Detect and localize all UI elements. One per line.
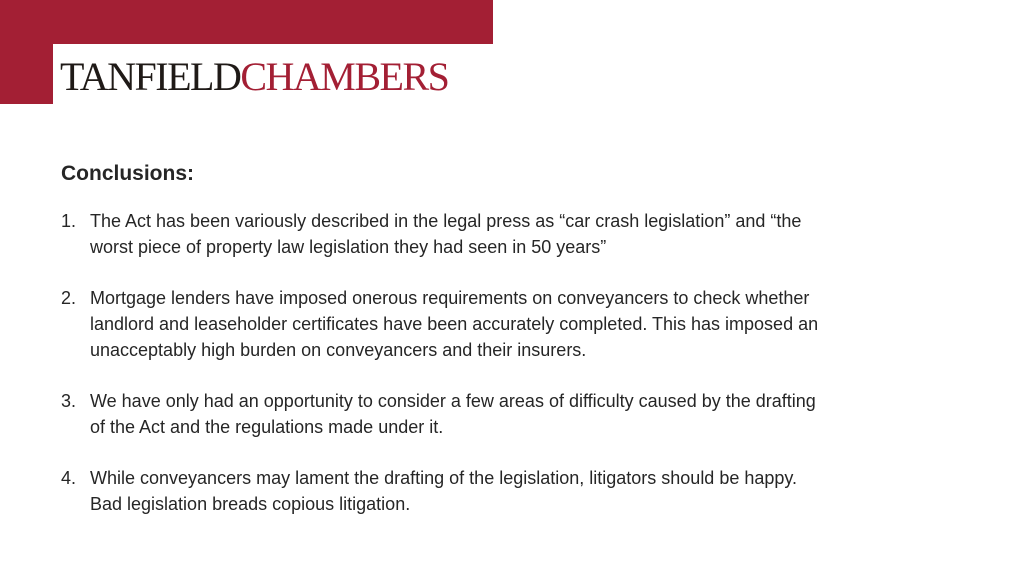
- logo-word-tanfield: TANFIELD: [60, 54, 241, 99]
- item-line: of the Act and the regulations made under it.: [90, 417, 444, 437]
- slide-heading: Conclusions:: [61, 162, 195, 185]
- item-line: landlord and leaseholder certificates have been accurately completed. This has imposed an: [90, 314, 819, 334]
- item-number: 3.: [61, 391, 77, 411]
- item-number: 1.: [61, 211, 77, 231]
- item-number: 4.: [61, 468, 77, 488]
- item-line: Mortgage lenders have imposed onerous requirements on conveyancers to check whether: [90, 288, 810, 308]
- item-text: [90, 208, 961, 260]
- item-line: While conveyancers may lament the drafting of the legislation, litigators should be happy.: [90, 468, 798, 488]
- item-line: We have only had an opportunity to consider a few areas of difficulty caused by the drafting: [90, 391, 816, 411]
- item-line: The Act has been variously described in the legal press as “car crash legislation” and “the: [90, 211, 802, 231]
- logo: [60, 52, 448, 102]
- slide-content: [61, 160, 961, 542]
- item-text: [90, 285, 961, 363]
- item-text: [90, 388, 961, 440]
- conclusion-item: [61, 285, 961, 363]
- logo-word-chambers: CHAMBERS: [240, 54, 449, 99]
- conclusion-item: [61, 388, 961, 440]
- item-line: unacceptably high burden on conveyancers and their insurers.: [90, 340, 587, 360]
- item-line: worst piece of property law legislation they had seen in 50 years”: [90, 237, 607, 257]
- conclusion-item: [61, 208, 961, 260]
- conclusion-item: [61, 465, 961, 517]
- conclusion-list: [61, 208, 961, 517]
- item-number: 2.: [61, 288, 77, 308]
- item-line: Bad legislation breads copious litigation.: [90, 494, 411, 514]
- item-text: [90, 465, 961, 517]
